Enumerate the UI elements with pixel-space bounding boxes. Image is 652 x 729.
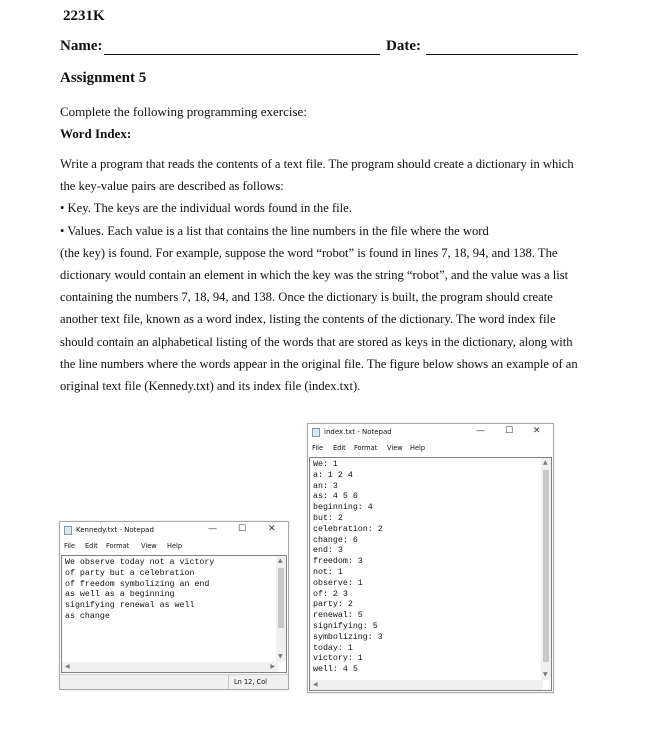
menu-format[interactable]: Format (106, 542, 130, 550)
index-horizontal-scrollbar[interactable] (310, 680, 543, 690)
menu-help[interactable]: Help (410, 444, 426, 452)
scroll-down-icon[interactable]: ▼ (278, 653, 283, 660)
kennedy-text-area[interactable] (61, 555, 287, 673)
exercise-title: Word Index: (60, 126, 132, 141)
scroll-up-icon[interactable]: ▲ (543, 459, 548, 466)
close-icon[interactable]: ✕ (268, 524, 276, 534)
close-icon[interactable]: ✕ (533, 426, 541, 436)
body-line: the line numbers where the words appear in the original file. The figure below shows an example of an (60, 356, 578, 371)
index-notepad-window (307, 423, 554, 693)
kennedy-menubar (60, 540, 288, 554)
cursor-position: Ln 12, Col (234, 678, 268, 686)
body-line: should contain an alphabetical listing of the words that are stored as keys in the dictionary, along with (60, 334, 573, 349)
kennedy-vertical-scrollbar[interactable] (276, 556, 286, 662)
intro-text: Complete the following programming exercise: (60, 104, 307, 119)
name-label: Name: (60, 38, 103, 54)
kennedy-notepad-window (59, 521, 289, 690)
name-blank-line (104, 54, 380, 55)
maximize-icon[interactable]: ☐ (238, 524, 247, 534)
body-line: another text file, known as a word index, listing the contents of the dictionary. The word index file (60, 312, 556, 327)
minimize-icon[interactable]: — (208, 524, 217, 534)
notepad-icon (64, 526, 72, 535)
body-line: • Values. Each value is a list that contains the line numbers in the file where the word (60, 223, 489, 238)
kennedy-window-title: Kennedy.txt - Notepad (76, 526, 154, 534)
index-menubar (308, 442, 553, 456)
exercise-description (60, 153, 600, 397)
menu-edit[interactable]: Edit (333, 444, 346, 452)
body-line: (the key) is found. For example, suppose the word “robot” is found in lines 7, 18, 94, and 138. The (60, 245, 558, 260)
menu-file[interactable]: File (312, 444, 324, 452)
scroll-left-icon[interactable]: ◀ (313, 681, 318, 688)
body-line: Write a program that reads the contents of a text file. The program should create a dictionary in which (60, 157, 574, 171)
scroll-down-icon[interactable]: ▼ (543, 671, 548, 678)
maximize-icon[interactable]: ☐ (505, 426, 514, 436)
body-line: dictionary would contain an element in which the key was the string “robot”, and the value was a list (60, 268, 569, 283)
index-titlebar (308, 424, 553, 442)
body-line: containing the numbers 7, 18, 94, and 138. Once the dictionary is built, the program should create (60, 290, 553, 305)
kennedy-text-content: We observe today not a victory of party but a celebration of freedom symbolizing an end as well as a beginning signifying renewal as well as change (65, 558, 215, 621)
index-text-content: We: 1 a: 1 2 4 an: 3 as: 4 5 6 beginning: 4 but: 2 celebration: 2 change: 6 end: 3 freedom: 3 not: 1 observe: 1 of: 2 3 party: 2 renewal: 5 signifying: 5 symbolizing: 3 today: 1 victory: 1 well: 4 5 (313, 460, 383, 675)
kennedy-status-bar (60, 674, 288, 689)
kennedy-horizontal-scrollbar[interactable] (62, 662, 278, 672)
scroll-up-icon[interactable]: ▲ (278, 557, 283, 564)
body-line: • Key. The keys are the individual words found in the file. (60, 201, 352, 216)
minimize-icon[interactable]: — (476, 426, 485, 436)
menu-view[interactable]: View (141, 542, 157, 550)
date-blank-line (426, 54, 578, 55)
index-text-area[interactable] (309, 457, 552, 691)
date-label: Date: (386, 38, 421, 54)
assignment-title: Assignment 5 (60, 70, 147, 86)
scroll-left-icon[interactable]: ◀ (65, 663, 70, 670)
menu-file[interactable]: File (64, 542, 76, 550)
notepad-icon (312, 428, 320, 437)
kennedy-titlebar (60, 522, 288, 540)
index-window-title: index.txt - Notepad (324, 428, 392, 436)
scroll-right-icon[interactable]: ▶ (270, 663, 275, 670)
course-code: 2231K (63, 8, 105, 24)
index-scroll-thumb[interactable] (543, 470, 549, 662)
body-line: original text file (Kennedy.txt) and its index file (index.txt). (60, 379, 361, 394)
menu-format[interactable]: Format (354, 444, 378, 452)
menu-view[interactable]: View (387, 444, 403, 452)
menu-help[interactable]: Help (167, 542, 183, 550)
menu-edit[interactable]: Edit (85, 542, 98, 550)
index-vertical-scrollbar[interactable] (541, 458, 551, 680)
body-line: the key-value pairs are described as follows: (60, 179, 284, 194)
kennedy-scroll-thumb[interactable] (278, 568, 284, 628)
